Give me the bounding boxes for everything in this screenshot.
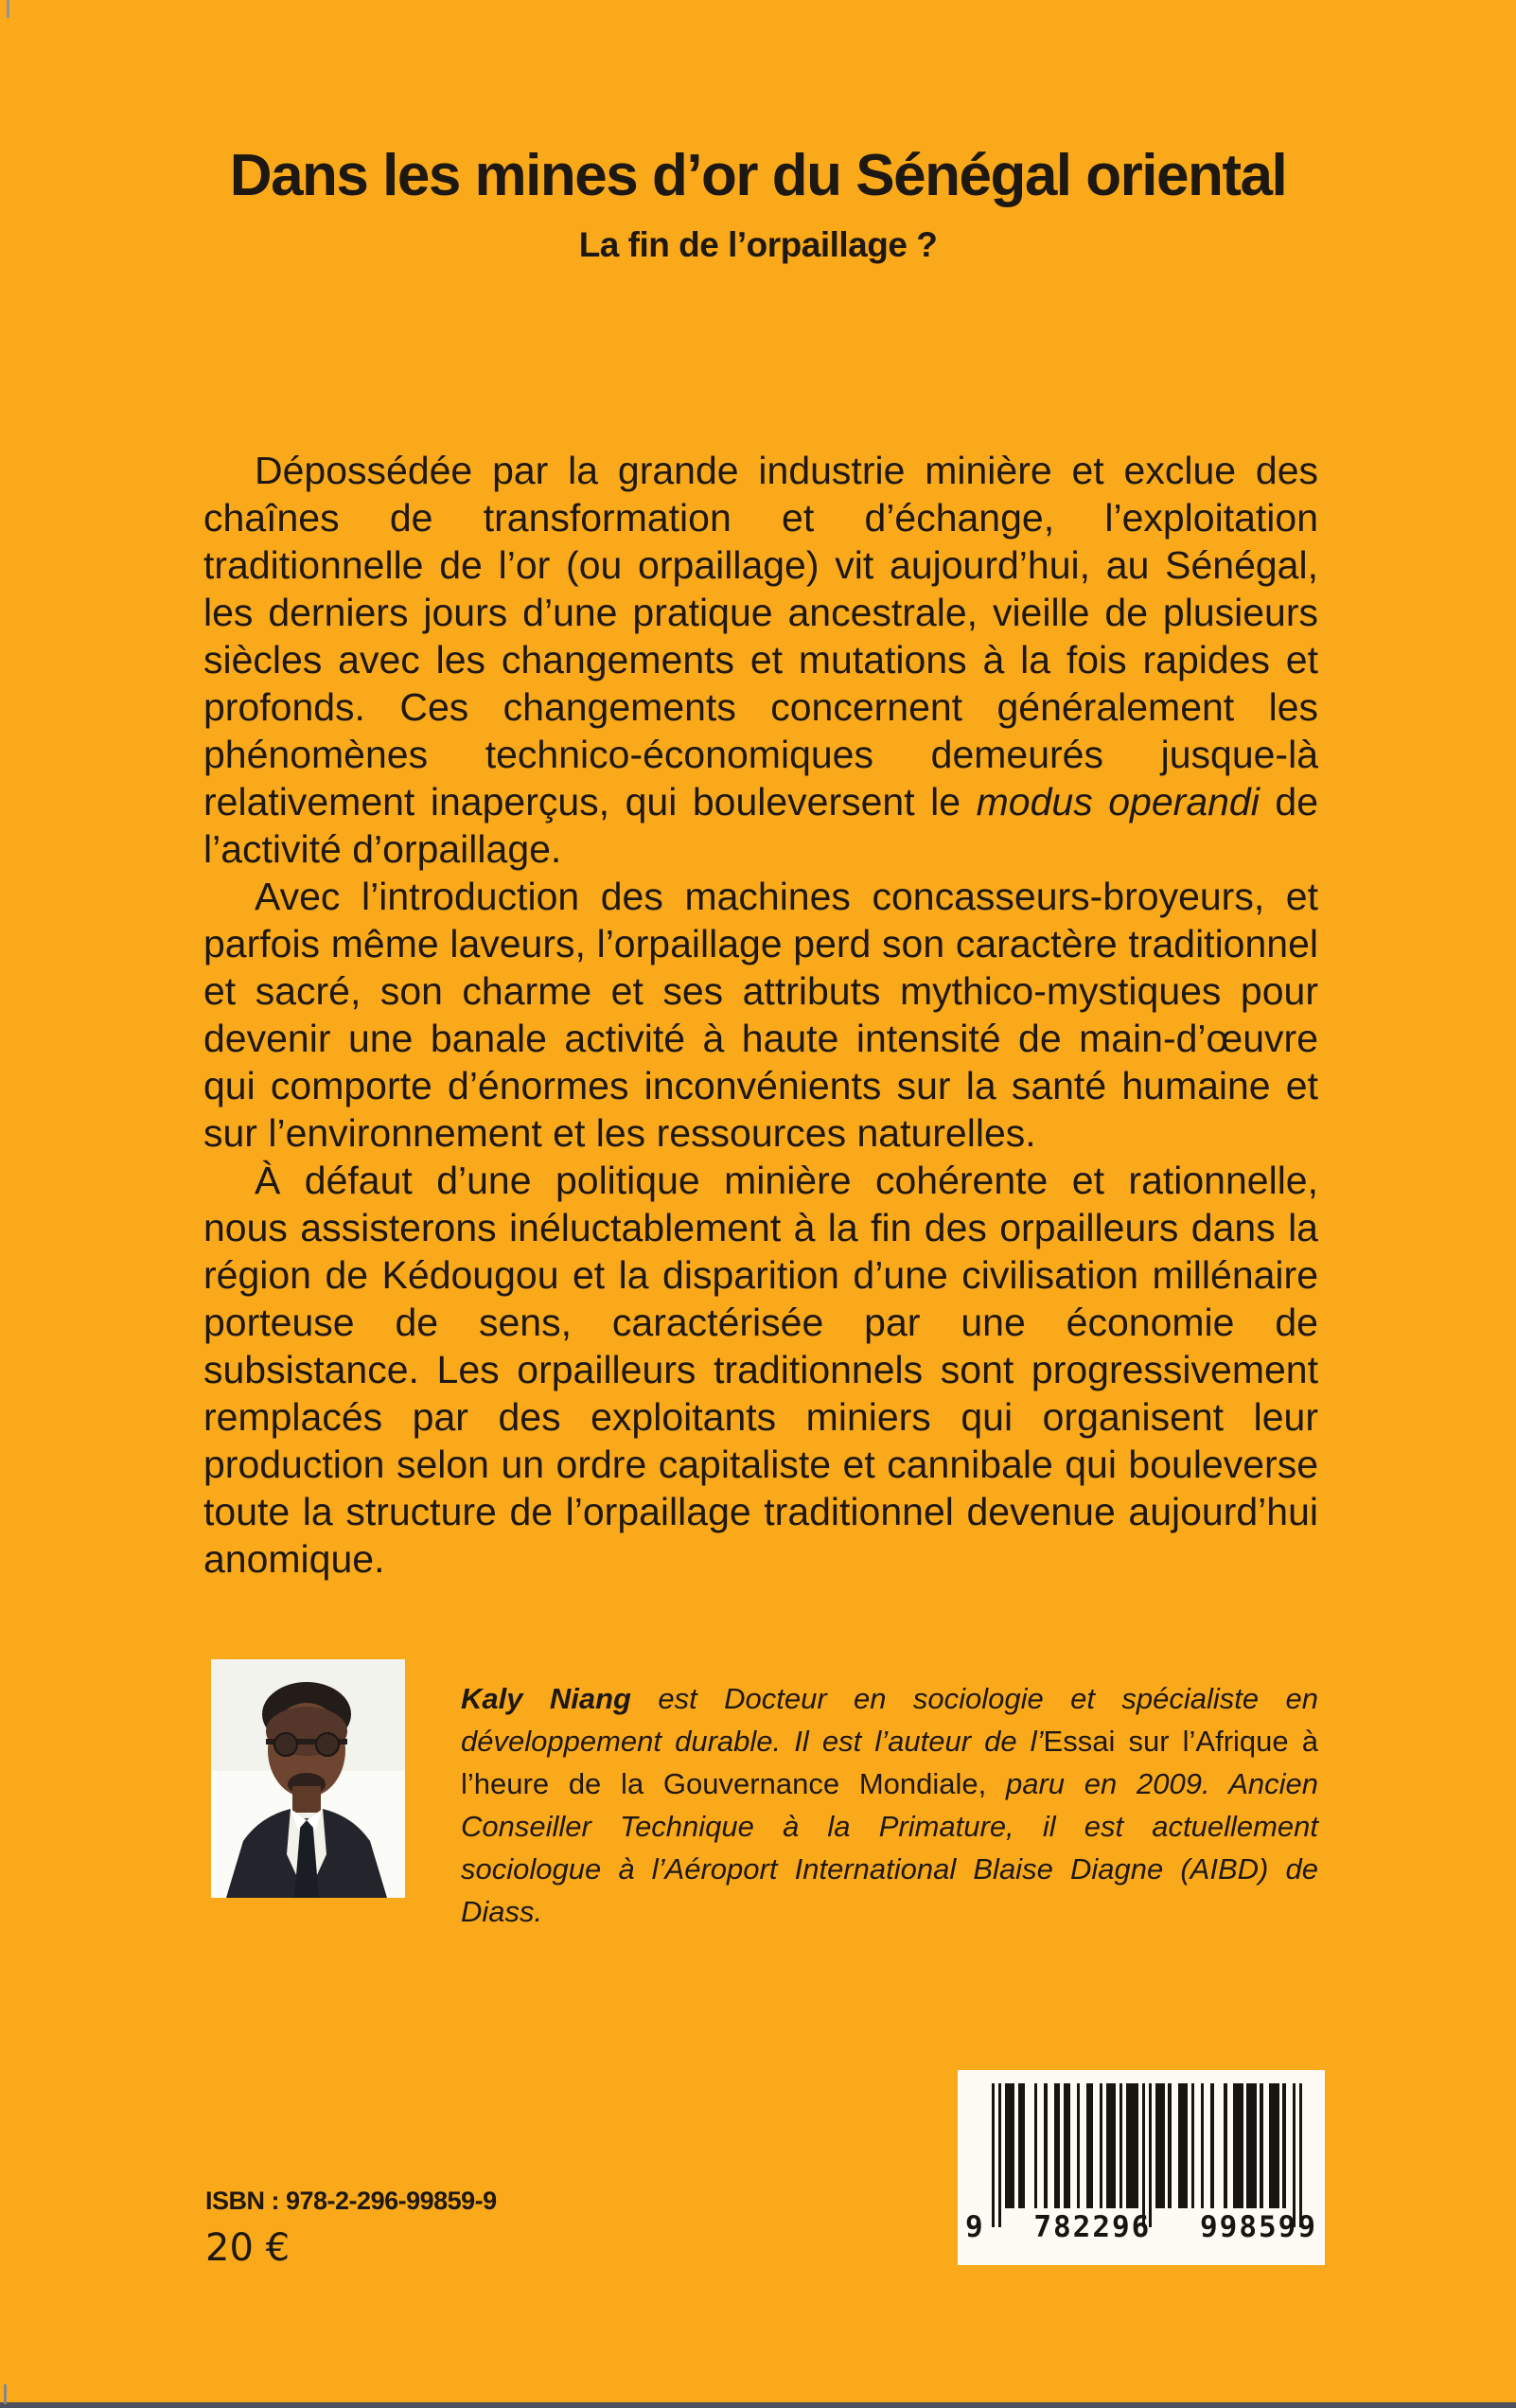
price-text: 20 €: [205, 2226, 291, 2270]
synopsis-p1-italic-phrase: modus operandi: [976, 780, 1260, 823]
author-name: Kaly Niang: [461, 1682, 631, 1715]
synopsis-paragraph-1: [203, 447, 1318, 873]
isbn-text: ISBN : 978-2-296-99859-9: [205, 2187, 497, 2215]
barcode-digit-group: 9: [965, 2210, 985, 2244]
synopsis-paragraph-2: Avec l’introduction des machines concasseurs-broyeurs, et parfois même laveurs, l’orpaillage perd son caractère traditionnel et sacré, son charme et ses attributs mythico-mystiques pour devenir une banale activité à haute intensité de main-d’œuvre qui comporte d’énormes inconvénients sur la santé humaine et sur l’environnement et les ressources naturelles.: [203, 875, 1318, 1155]
synopsis-p1-text: Dépossédée par la grande industrie minière et exclue des chaînes de transformation et d’échange, l’exploitation traditionnelle de l’or (ou orpaillage) vit aujourd’hui, au Sénégal, les derniers jours d’une pratique ancestrale, vieille de plusieurs siècles avec les changements et mutations à la fois rapides et profonds. Ces changements concernent généralement les phénomènes technico-économiques demeurés jusque-là relativement inaperçus, qui bouleversent le: [203, 449, 1318, 823]
author-bio-segment-2: paru en 2009. Ancien Conseiller Technique à la Primature, il est actuellement sociologue à l’Aéroport International Blaise Diagne (AIBD) de Diass.: [461, 1767, 1318, 1928]
book-subtitle: La fin de l’orpaillage ?: [578, 225, 938, 264]
barcode-digits: [965, 2210, 1317, 2244]
book-title: Dans les mines d’or du Sénégal oriental: [229, 143, 1287, 208]
author-bio-text: [461, 1677, 1318, 1933]
synopsis: [203, 447, 1318, 1583]
barcode-bars: [992, 2083, 1302, 2227]
barcode-digit-group: 782296: [1033, 2210, 1152, 2244]
author-bio-segment-1: est Docteur en sociologie et spécialiste en développement durable. Il est l’auteur de l’: [461, 1682, 1318, 1758]
author-photo: [211, 1659, 405, 1898]
page-bottom-edge: [0, 2402, 1516, 2408]
synopsis-paragraph-3: À défaut d’une politique minière cohérente et rationnelle, nous assisterons inéluctablement à la fin des orpailleurs dans la région de Kédougou et la disparition d’une civilisation millénaire porteuse de sens, caractérisée par une économie de subsistance. Les orpailleurs traditionnels sont progressivement remplacés par des exploitants miniers qui organisent leur production selon un ordre capitaliste et cannibale qui bouleverse toute la structure de l’orpaillage traditionnel devenue aujourd’hui anomique.: [203, 1159, 1318, 1581]
author-book-title: Essai sur l’Afrique à l’heure de la Gouvernance Mondiale,: [461, 1725, 1318, 1800]
scan-artifact-bottom: [4, 2384, 7, 2404]
synopsis-p1-text-end: de l’activité d’orpaillage.: [203, 780, 1319, 871]
scan-artifact-top: [7, 0, 9, 18]
portrait-illustration: [211, 1659, 405, 1898]
barcode-digit-group: 998599: [1200, 2210, 1317, 2244]
barcode: [958, 2070, 1325, 2265]
